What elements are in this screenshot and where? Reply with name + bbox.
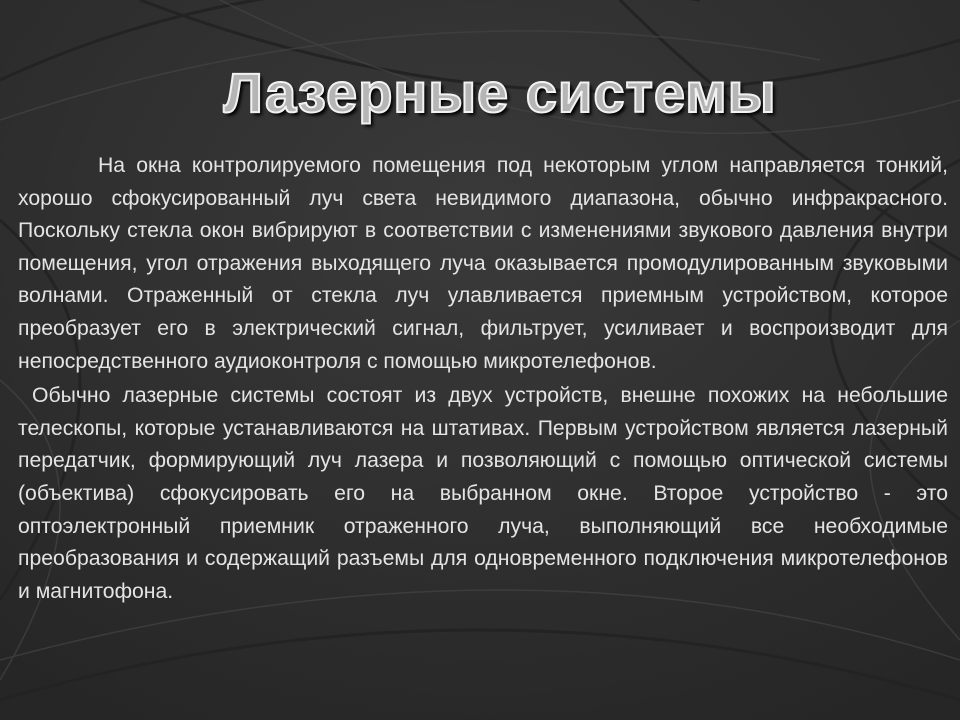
slide-body: [18, 150, 948, 608]
slide-title: Лазерные системы: [223, 61, 777, 124]
paragraph-1: На окна контролируемого помещения под некоторым углом направляется тонкий, хорошо сфокусированный луч света невидимого диапазона, обычно инфракрасного. Поскольку стекла окон вибрируют в соответствии с изменениями звукового давления внутри помещения, угол отражения выходящего луча оказывается промодулированным звуковыми волнами. Отраженный от стекла луч улавливается приемным устройством, которое преобразует его в электрический сигнал, фильтрует, усиливает и воспроизводит для непосредственного аудиоконтроля с помощью микротелефонов.: [18, 154, 948, 373]
paragraph-2: Обычно лазерные системы состоят из двух устройств, внешне похожих на небольшие телескопы, которые устанавливаются на штативах. Первым устройством является лазерный передатчик, формирующий луч лазера и позволяющий с помощью оптической системы (объектива) сфокусировать его на выбранном окне. Второе устройство - это оптоэлектронный приемник отраженного луча, выполняющий все необходимые преобразования и содержащий разъемы для одновременного подключения микротелефонов и магнитофона.: [18, 384, 948, 603]
